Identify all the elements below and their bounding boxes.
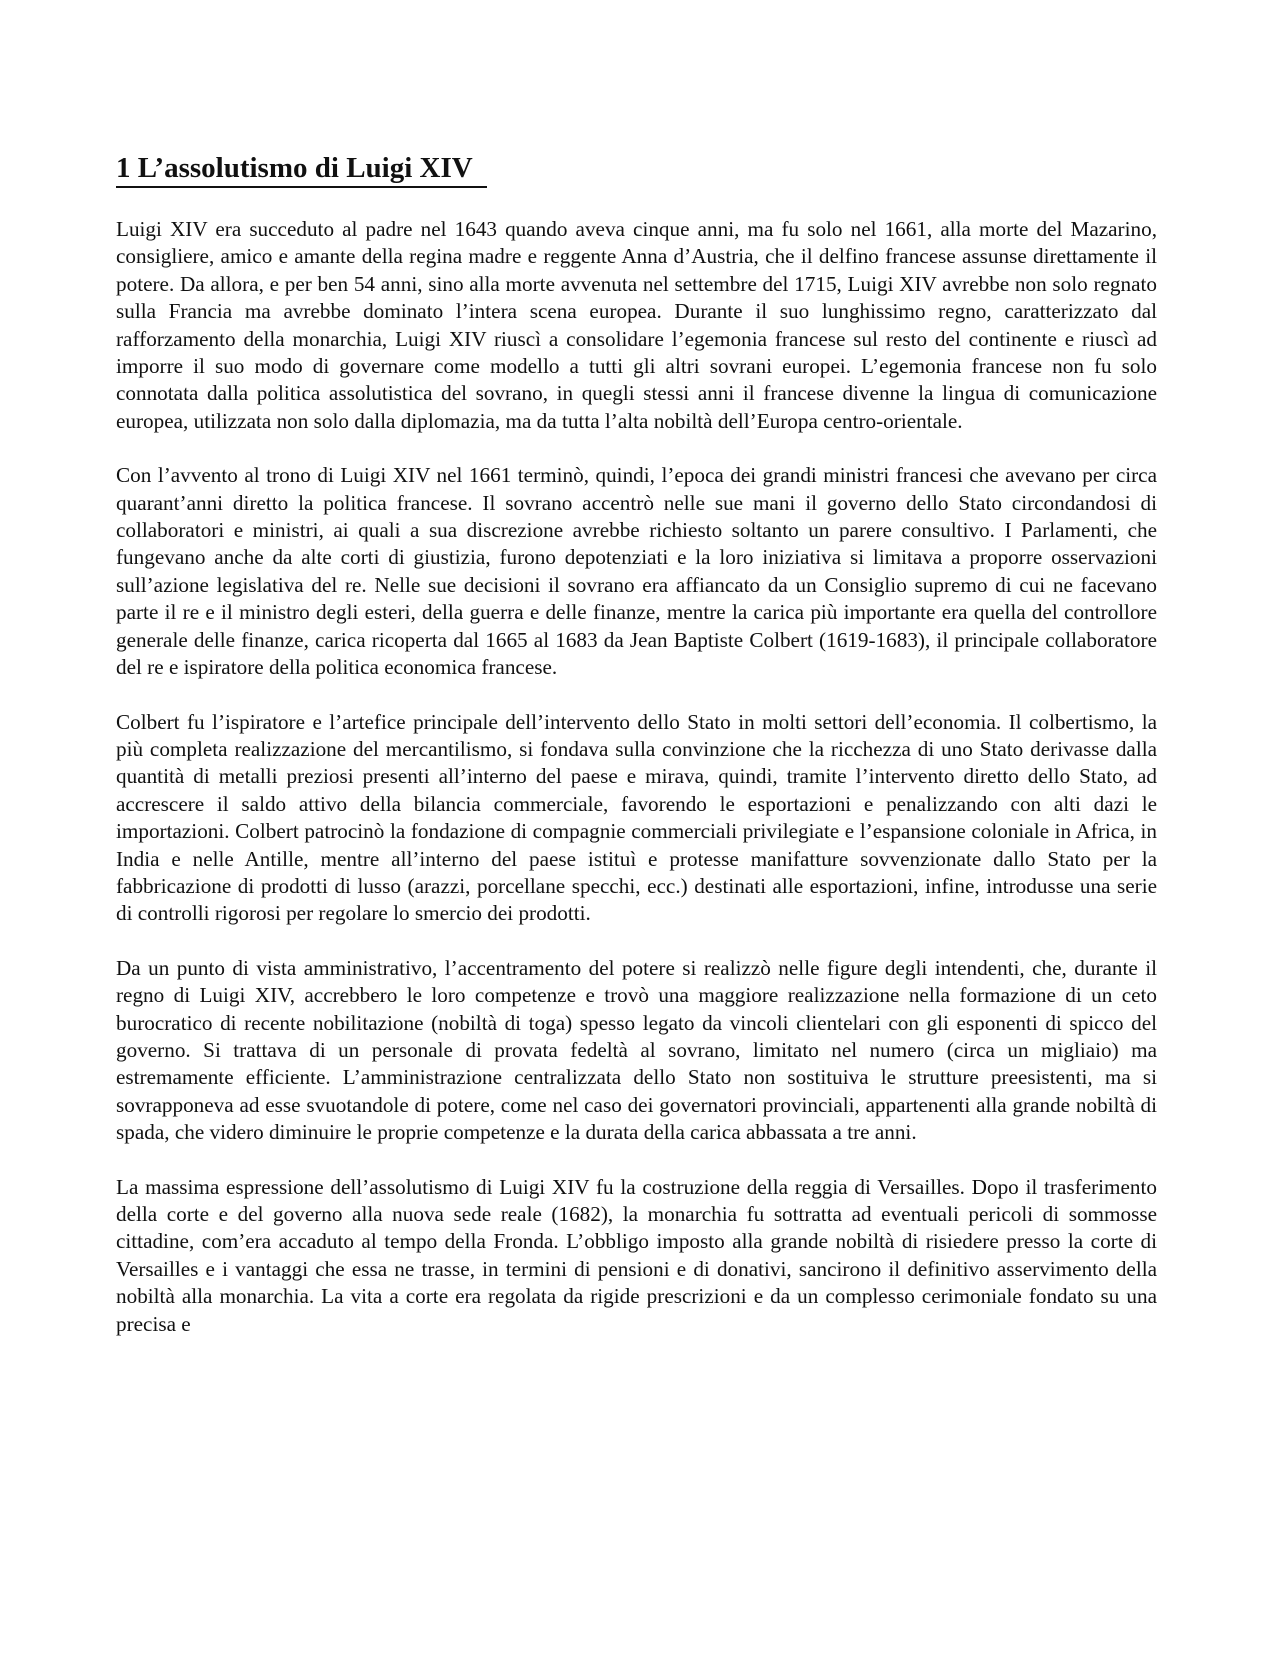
paragraph: Con l’avvento al trono di Luigi XIV nel 1661 terminò, quindi, l’epoca dei grandi ministri francesi che avevano per circa quarant’anni diretto la politica francese. Il sovrano accentrò nelle sue mani il governo dello Stato circondandosi di collaboratori e ministri, ai quali a sua discrezione avrebbe richiesto soltanto un parere consultivo. I Parlamenti, che fungevano anche da alte corti di giustizia, furono depotenziati e la loro iniziativa si limitava a proporre osservazioni sull’azione legislativa del re. Nelle sue decisioni il sovrano era affiancato da un Consiglio supremo di cui ne facevano parte il re e il ministro degli esteri, della guerra e delle finanze, mentre la carica più importante era quella del controllore generale delle finanze, carica ricoperta dal 1665 al 1683 da Jean Baptiste Colbert (1619-1683), il principale collaboratore del re e ispiratore della politica economica francese. bbox=[116, 463, 1157, 680]
document-body bbox=[116, 150, 1157, 1338]
chapter-title: 1 L’assolutismo di Luigi XIV bbox=[116, 150, 487, 188]
paragraph: Da un punto di vista amministrativo, l’accentramento del potere si realizzò nelle figure degli intendenti, che, durante il regno di Luigi XIV, accrebbero le loro competenze e trovò una maggiore realizzazione nella formazione di un ceto burocratico di recente nobilitazione (nobiltà di toga) spesso legato da vincoli clientelari con gli esponenti di spicco del governo. Si trattava di un personale di provata fedeltà al sovrano, limitato nel numero (circa un migliaio) ma estremamente efficiente. L’amministrazione centralizzata dello Stato non sostituiva le strutture preesistenti, ma si sovrapponeva ad esse svuotandole di potere, come nel caso dei governatori provinciali, appartenenti alla grande nobiltà di spada, che videro diminuire le proprie competenze e la durata della carica abbassata a tre anni. bbox=[116, 955, 1157, 1145]
paragraph: Colbert fu l’ispiratore e l’artefice principale dell’intervento dello Stato in molti settori dell’economia. Il colbertismo, la più completa realizzazione del mercantilismo, si fondava sulla convinzione che la ricchezza di uno Stato derivasse dalla quantità di metalli preziosi presenti all’interno del paese e mirava, quindi, tramite l’intervento diretto dello Stato, ad accrescere il saldo attivo della bilancia commerciale, favorendo le esportazioni e penalizzando con alti dazi le importazioni. Colbert patrocinò la fondazione di compagnie commerciali privilegiate e l’espansione coloniale in Africa, in India e nelle Antille, mentre all’interno del paese istituì e protesse manifatture sovvenzionate dallo Stato per la fabbricazione di prodotti di lusso (arazzi, porcellane specchi, ecc.) destinati alle esportazioni, infine, introdusse una serie di controlli rigorosi per regolare lo smercio dei prodotti. bbox=[116, 709, 1157, 926]
paragraph: La massima espressione dell’assolutismo di Luigi XIV fu la costruzione della reggia di Versailles. Dopo il trasferimento della corte e del governo alla nuova sede reale (1682), la monarchia fu sottratta ad eventuali pericoli di sommosse cittadine, com’era accaduto al tempo della Fronda. L’obbligo imposto alla grande nobiltà di risiedere presso la corte di Versailles e i vantaggi che essa ne trasse, in termini di pensioni e di donativi, sancirono il definitivo asservimento della nobiltà alla monarchia. La vita a corte era regolata da rigide prescrizioni e da un complesso cerimoniale fondato su una precisa e bbox=[116, 1174, 1157, 1336]
paragraph: Luigi XIV era succeduto al padre nel 1643 quando aveva cinque anni, ma fu solo nel 1661, alla morte del Mazarino, consigliere, amico e amante della regina madre e reggente Anna d’Austria, che il delfino francese assunse direttamente il potere. Da allora, e per ben 54 anni, sino alla morte avvenuta nel settembre del 1715, Luigi XIV avrebbe non solo regnato sulla Francia ma avrebbe dominato l’intera scena europea. Durante il suo lunghissimo regno, caratterizzato dal rafforzamento della monarchia, Luigi XIV riuscì a consolidare l’egemonia francese sul resto del continente e riuscì ad imporre il suo modo di governare come modello a tutti gli altri sovrani europei. L’egemonia francese non fu solo connotata dalla politica assolutistica del sovrano, in quegli stessi anni il francese divenne la lingua di comunicazione europea, utilizzata non solo dalla diplomazia, ma da tutta l’alta nobiltà dell’Europa centro-orientale. bbox=[116, 217, 1157, 433]
